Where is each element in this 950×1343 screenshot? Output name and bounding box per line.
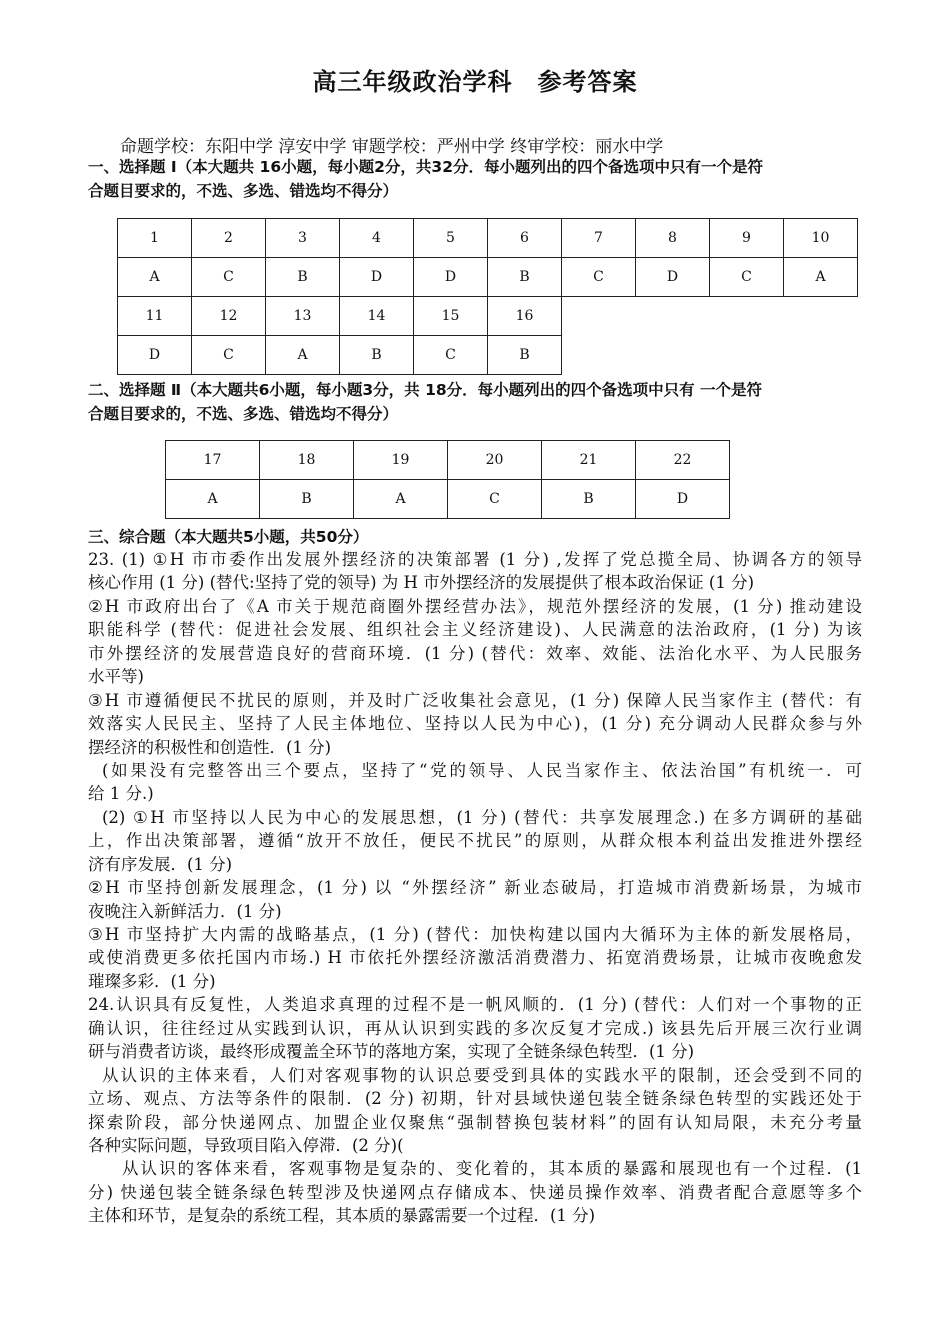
table-cell: B <box>542 480 636 519</box>
text-line: 或使消费更多依托国内市场.) H 市依托外摆经济激活消费潜力、拓宽消费场景，让城市夜晚愈发 <box>88 948 862 968</box>
table-cell: 1 <box>118 219 192 258</box>
answer-paragraph <box>88 1064 862 1158</box>
table-cell: B <box>260 480 354 519</box>
table-cell: B <box>340 336 414 375</box>
table-cell: D <box>118 336 192 375</box>
table-row <box>118 219 858 258</box>
section-1-line: 一、选择题 Ⅰ（本大题共 16小题，每小题2分，共32分．每小题列出的四个备选项中只有一个是符 <box>88 158 763 176</box>
text-line: 从认识的客体来看，客观事物是复杂的、变化着的，其本质的暴露和展现也有一个过程．(1 <box>122 1159 862 1179</box>
table-cell: 2 <box>192 219 266 258</box>
table-cell: 9 <box>710 219 784 258</box>
text-line: ②H 市政府出台了《A 市关于规范商圈外摆经营办法》，规范外摆经济的发展，(1 分) 推动建设 <box>88 596 862 616</box>
answer-paragraph <box>88 923 862 993</box>
text-line: ②H 市坚持创新发展理念，(1 分) 以 “外摆经济” 新业态破局，打造城市消费新场景，为城市 <box>88 878 862 898</box>
table-cell: 17 <box>166 441 260 480</box>
section-2-line: 二、选择题 Ⅱ（本大题共6小题，每小题3分，共 18分．每小题列出的四个备选项中只有 一个是符 <box>88 381 763 399</box>
text-line: 璀璨多彩．(1 分) <box>88 971 216 991</box>
section-3-heading: 三、综合题（本大题共5小题，共50分） <box>88 528 369 546</box>
answer-paragraph <box>88 876 862 923</box>
empty-cell <box>562 336 636 375</box>
text-line: 分) 快递包装全链条绿色转型涉及快递网点存储成本、快递员操作效率、消费者配合意愿等多个 <box>88 1182 862 1202</box>
text-line: 职能科学 (替代：促进社会发展、组织社会主义经济建设)、人民满意的法治政府，(1 分) 为该 <box>88 620 862 640</box>
table-row <box>118 336 858 375</box>
section-1-heading <box>88 155 863 203</box>
text-line: 摆经济的积极性和创造性．(1 分) <box>88 737 332 757</box>
table-cell: C <box>710 258 784 297</box>
table-cell: A <box>354 480 448 519</box>
table-cell: C <box>192 258 266 297</box>
section-1-line: 合题目要求的，不选、多选、错选均不得分） <box>88 182 399 200</box>
table-cell: B <box>488 258 562 297</box>
text-line: 效落实人民民主、坚持了人民主体地位、坚持以人民为中心)，(1 分) 充分调动人民群众参与外 <box>88 714 862 734</box>
empty-cell <box>636 297 710 336</box>
text-line: 上，作出决策部署，遵循“放开不放任，便民不扰民”的原则，从群众根本利益出发推进外摆经 <box>88 831 862 851</box>
table-cell: A <box>166 480 260 519</box>
table-cell: C <box>414 336 488 375</box>
table-cell: 13 <box>266 297 340 336</box>
table-cell: D <box>636 480 730 519</box>
table-cell: 18 <box>260 441 354 480</box>
text-line: 济有序发展．(1 分) <box>88 854 233 874</box>
answer-table-1 <box>117 218 858 375</box>
answer-paragraph <box>88 548 862 595</box>
table-cell: A <box>266 336 340 375</box>
table-cell: C <box>448 480 542 519</box>
section-2-heading <box>88 378 863 426</box>
answer-paragraph <box>88 806 862 876</box>
answer-table-2 <box>165 440 730 519</box>
text-line: 立场、观点、方法等条件的限制．(2 分) 初期，针对县域快递包装全链条绿色转型的实践还处于 <box>88 1089 862 1109</box>
table-cell: 10 <box>784 219 858 258</box>
text-line: (2) ①H 市坚持以人民为中心的发展思想，(1 分) (替代：共享发展理念.) 在多方调研的基础 <box>102 807 862 827</box>
table-cell: 11 <box>118 297 192 336</box>
table-cell: 7 <box>562 219 636 258</box>
text-line: 23. (1) ①H 市市委作出发展外摆经济的决策部署 (1 分) ,发挥了党总揽全局、协调各方的领导 <box>88 550 862 569</box>
table-cell: C <box>192 336 266 375</box>
answer-paragraph <box>88 595 862 689</box>
table-cell: 15 <box>414 297 488 336</box>
table-cell: B <box>266 258 340 297</box>
text-line: 研与消费者访谈，最终形成覆盖全环节的落地方案，实现了全链条绿色转型．(1 分) <box>88 1042 695 1062</box>
table-cell: 8 <box>636 219 710 258</box>
answer-paragraph <box>88 759 862 806</box>
text-line: 确认识，往往经过从实践到认识，再从认识到实践的多次反复才完成.) 该县先后开展三次行业调 <box>88 1018 862 1038</box>
table-cell: A <box>118 258 192 297</box>
text-line: 给 1 分.) <box>88 784 154 804</box>
empty-cell <box>710 297 784 336</box>
table-cell: 3 <box>266 219 340 258</box>
table-row <box>118 258 858 297</box>
table-cell: 6 <box>488 219 562 258</box>
text-line: ③H 市坚持扩大内需的战略基点，(1 分) (替代：加快构建以国内大循环为主体的新发展格局， <box>88 925 862 944</box>
empty-cell <box>784 297 858 336</box>
table-cell: D <box>414 258 488 297</box>
table-cell: 21 <box>542 441 636 480</box>
section-2-line: 合题目要求的，不选、多选、错选均不得分） <box>88 405 399 423</box>
table-cell: 19 <box>354 441 448 480</box>
text-line: 市外摆经济的发展营造良好的营商环境．(1 分) (替代：效率、效能、法治化水平、为人民服务 <box>88 643 862 663</box>
text-line: 核心作用 (1 分) (替代:坚持了党的领导) 为 H 市外摆经济的发展提供了根本政治保证 (1 分) <box>88 573 755 593</box>
table-cell: 14 <box>340 297 414 336</box>
text-line: ③H 市遵循便民不扰民的原则，并及时广泛收集社会意见，(1 分) 保障人民当家作主 (替代：有 <box>88 690 862 710</box>
text-line: 主体和环节，是复杂的系统工程，其本质的暴露需要一个过程．(1 分) <box>88 1206 596 1226</box>
answer-paragraph <box>88 993 862 1063</box>
empty-cell <box>562 297 636 336</box>
empty-cell <box>784 336 858 375</box>
answer-paragraph <box>88 689 862 759</box>
text-line: (如果没有完整答出三个要点，坚持了“党的领导、人民当家作主、依法治国”有机统一．可 <box>102 760 862 780</box>
table-row <box>118 297 858 336</box>
page-title: 高三年级政治学科 参考答案 <box>312 68 638 96</box>
table-row <box>166 480 730 519</box>
text-line: 夜晚注入新鲜活力．(1 分) <box>88 901 282 921</box>
table-cell: C <box>562 258 636 297</box>
table-cell: D <box>340 258 414 297</box>
text-line: 探索阶段，部分快递网点、加盟企业仅聚焦“强制替换包装材料”的固有认知局限，未充分考量 <box>88 1112 862 1132</box>
empty-cell <box>636 336 710 375</box>
table-cell: 5 <box>414 219 488 258</box>
answer-paragraph <box>88 1157 862 1227</box>
table-cell: 16 <box>488 297 562 336</box>
table-cell: B <box>488 336 562 375</box>
table-cell: D <box>636 258 710 297</box>
table-cell: 12 <box>192 297 266 336</box>
text-line: 24.认识具有反复性，人类追求真理的过程不是一帆风顺的．(1 分) (替代：人们对一个事物的正 <box>88 995 862 1015</box>
text-line: 水平等) <box>88 667 144 687</box>
text-line: 各种实际问题，导致项目陷入停滞．(2 分)( <box>88 1135 404 1155</box>
table-row <box>166 441 730 480</box>
table-cell: 22 <box>636 441 730 480</box>
empty-cell <box>710 336 784 375</box>
table-cell: A <box>784 258 858 297</box>
table-cell: 4 <box>340 219 414 258</box>
table-cell: 20 <box>448 441 542 480</box>
school-info: 命题学校：东阳中学 淳安中学 审题学校：严州中学 终审学校：丽水中学 <box>120 137 664 157</box>
text-line: 从认识的主体来看，人们对客观事物的认识总要受到具体的实践水平的限制，还会受到不同的 <box>102 1065 862 1085</box>
answer-body <box>88 548 862 1228</box>
